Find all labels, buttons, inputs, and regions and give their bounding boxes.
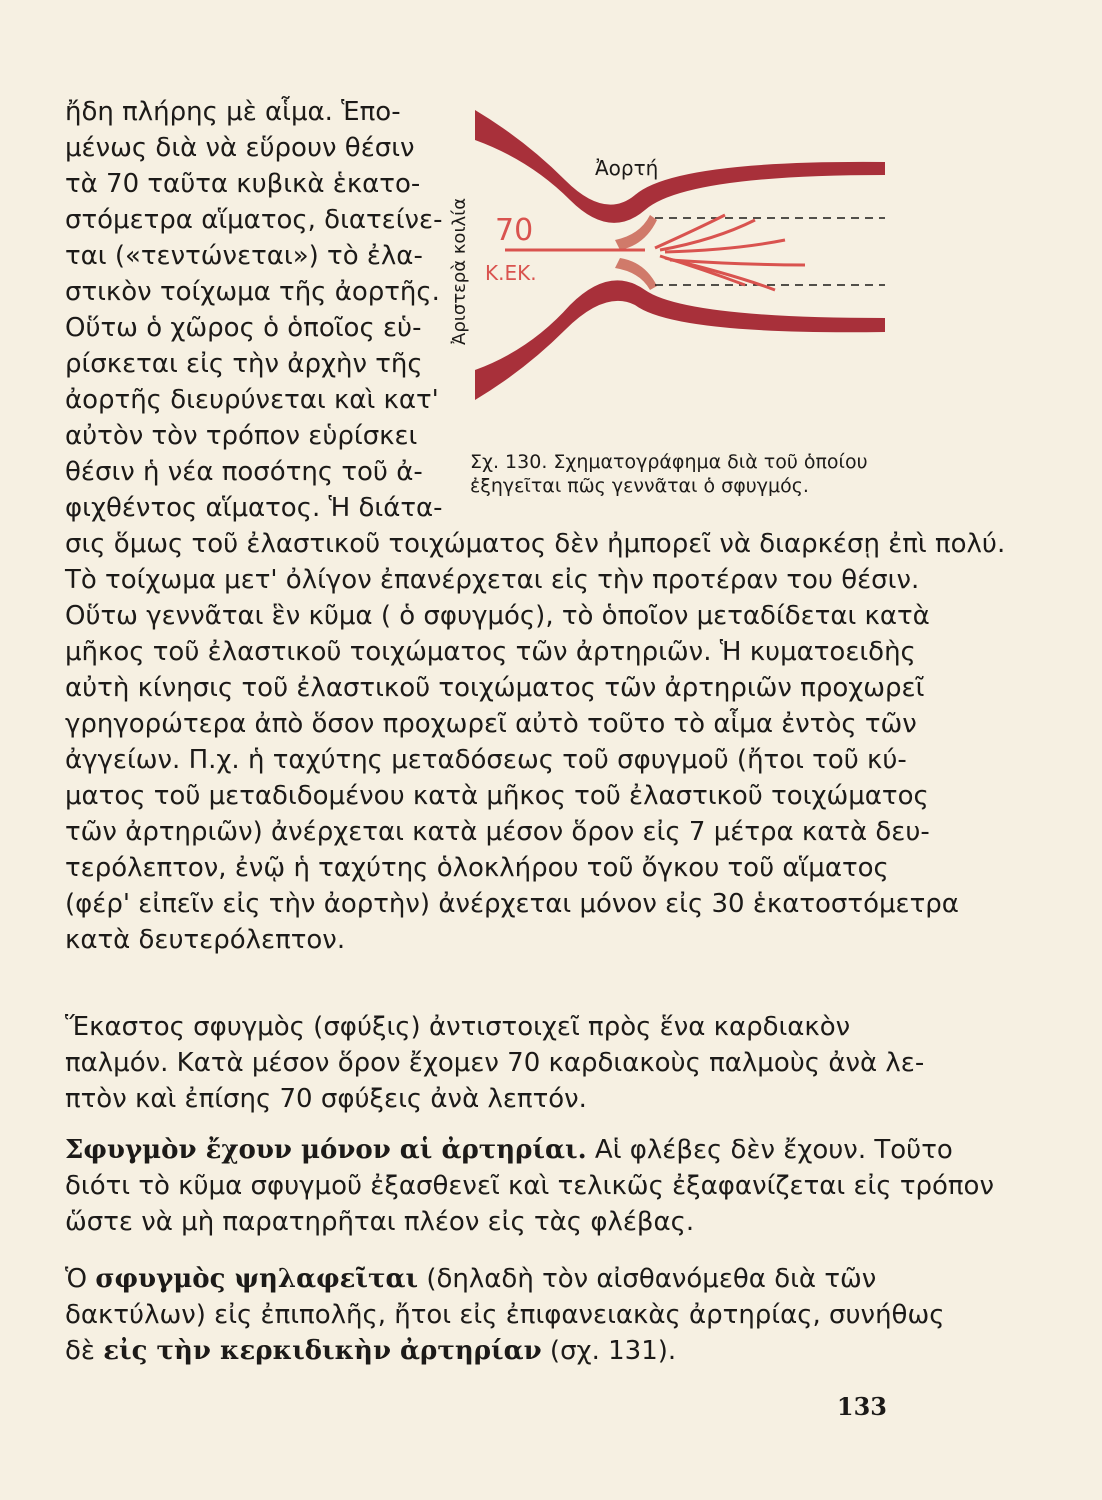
- text-line: παλμόν. Κατὰ μέσον ὅρον ἔχομεν 70 καρδιακοὺς παλμοὺς ἀνὰ λε-: [65, 1048, 925, 1078]
- bold-phrase: σφυγμὸς ψηλαφεῖται: [95, 1264, 419, 1294]
- text-line: αὐτὸν τὸν τρόπον εὑρίσκει: [65, 421, 418, 451]
- text-line: δακτύλων) εἰς ἐπιπολῆς, ἤτοι εἰς ἐπιφανειακὰς ἀρτηρίας, συνήθως: [65, 1300, 945, 1330]
- text-line: σις ὅμως τοῦ ἐλαστικοῦ τοιχώματος δὲν ἠμπορεῖ νὰ διαρκέσῃ ἐπὶ πολύ.: [65, 529, 1006, 559]
- text-span: (σχ. 131).: [541, 1336, 677, 1366]
- text-line: [65, 1334, 676, 1368]
- text-line: ρίσκεται εἰς τὴν ἀρχὴν τῆς: [65, 349, 423, 379]
- text-line: [65, 1133, 953, 1167]
- aorta-diagram: [445, 100, 915, 420]
- figure-caption-line: Σχ. 130. Σχηματογράφημα διὰ τοῦ ὁποίου: [470, 451, 868, 473]
- text-line: κατὰ δευτερόλεπτον.: [65, 925, 346, 955]
- label-volume: 70: [495, 213, 534, 248]
- text-line: μῆκος τοῦ ἐλαστικοῦ τοιχώματος τῶν ἀρτηριῶν. Ἡ κυματοειδὴς: [65, 637, 916, 667]
- text-line: γρηγορώτερα ἀπὸ ὅσον προχωρεῖ αὐτὸ τοῦτο τὸ αἷμα ἐντὸς τῶν: [65, 709, 917, 739]
- text-line: ὥστε νὰ μὴ παρατηρῆται πλέον εἰς τὰς φλέβας.: [65, 1207, 695, 1237]
- text-line: ἀγγείων. Π.χ. ἡ ταχύτης μεταδόσεως τοῦ σφυγμοῦ (ἤτοι τοῦ κύ-: [65, 745, 907, 775]
- text-span: δὲ: [65, 1336, 104, 1366]
- lower-vessel-wall: [475, 280, 885, 400]
- text-line: ἤδη πλήρης μὲ αἷμα. Ἑπο-: [65, 97, 401, 127]
- text-line: αὐτὴ κίνησις τοῦ ἐλαστικοῦ τοιχώματος τῶν ἀρτηριῶν προχωρεῖ: [65, 673, 925, 703]
- text-line: τερόλεπτον, ἐνῷ ἡ ταχύτης ὁλοκλήρου τοῦ ὄγκου τοῦ αἵματος: [65, 853, 889, 883]
- page-number: 133: [836, 1392, 887, 1421]
- label-aorta: Ἀορτή: [595, 156, 659, 180]
- text-span: (δηλαδὴ τὸν αἰσθανόμεθα διὰ τῶν: [418, 1264, 877, 1294]
- text-line: Οὕτω γεννᾶται ἓν κῦμα ( ὁ σφυγμός), τὸ ὁποῖον μεταδίδεται κατὰ: [65, 601, 930, 631]
- text-line: στικὸν τοίχωμα τῆς ἀορτῆς.: [65, 277, 440, 307]
- text-line: πτὸν καὶ ἐπίσης 70 σφύξεις ἀνὰ λεπτόν.: [65, 1084, 587, 1114]
- text-line: [65, 1262, 876, 1296]
- upper-vessel-wall: [475, 110, 885, 223]
- text-line: μένως διὰ νὰ εὕρουν θέσιν: [65, 133, 415, 163]
- label-unit: Κ.ΕΚ.: [485, 261, 537, 285]
- text-line: θέσιν ἡ νέα ποσότης τοῦ ἀ-: [65, 457, 423, 487]
- flow-arrows: [505, 215, 805, 290]
- bold-phrase: Σφυγμὸν ἔχουν μόνον αἱ ἀρτηρίαι.: [65, 1135, 587, 1165]
- text-span: Ὁ: [65, 1264, 96, 1294]
- text-line: Τὸ τοίχωμα μετ' ὀλίγον ἐπανέρχεται εἰς τὴν προτέραν του θέσιν.: [65, 565, 920, 595]
- bold-phrase: εἰς τὴν κερκιδικὴν ἀρτηρίαν: [103, 1336, 542, 1366]
- text-line: τῶν ἀρτηριῶν) ἀνέρχεται κατὰ μέσον ὅρον εἰς 7 μέτρα κατὰ δευ-: [65, 817, 930, 847]
- text-line: ματος τοῦ μεταδιδομένου κατὰ μῆκος τοῦ ἐλαστικοῦ τοιχώματος: [65, 781, 929, 811]
- text-line: φιχθέντος αἵματος. Ἡ διάτα-: [65, 493, 443, 523]
- text-line: τὰ 70 ταῦτα κυβικὰ ἑκατο-: [65, 169, 421, 199]
- text-line: ται («τεντώνεται») τὸ ἐλα-: [65, 241, 423, 271]
- label-ventricle: Ἀριστερὰ κοιλία: [449, 197, 470, 345]
- text-span: Αἱ φλέβες δὲν ἔχουν. Τοῦτο: [586, 1135, 953, 1165]
- figure-caption-line: ἐξηγεῖται πῶς γεννᾶται ὁ σφυγμός.: [470, 475, 809, 497]
- text-line: (φέρ' εἰπεῖν εἰς τὴν ἀορτὴν) ἀνέρχεται μόνον εἰς 30 ἑκατοστόμετρα: [65, 889, 959, 919]
- text-line: διότι τὸ κῦμα σφυγμοῦ ἐξασθενεῖ καὶ τελικῶς ἐξαφανίζεται εἰς τρόπον: [65, 1171, 994, 1201]
- text-line: στόμετρα αἵματος, διατείνε-: [65, 205, 443, 235]
- text-line: Οὕτω ὁ χῶρος ὁ ὁποῖος εὑ-: [65, 313, 422, 343]
- text-line: ἀορτῆς διευρύνεται καὶ κατ': [65, 385, 439, 415]
- text-line: Ἕκαστος σφυγμὸς (σφύξις) ἀντιστοιχεῖ πρὸς ἕνα καρδιακὸν: [65, 1012, 851, 1042]
